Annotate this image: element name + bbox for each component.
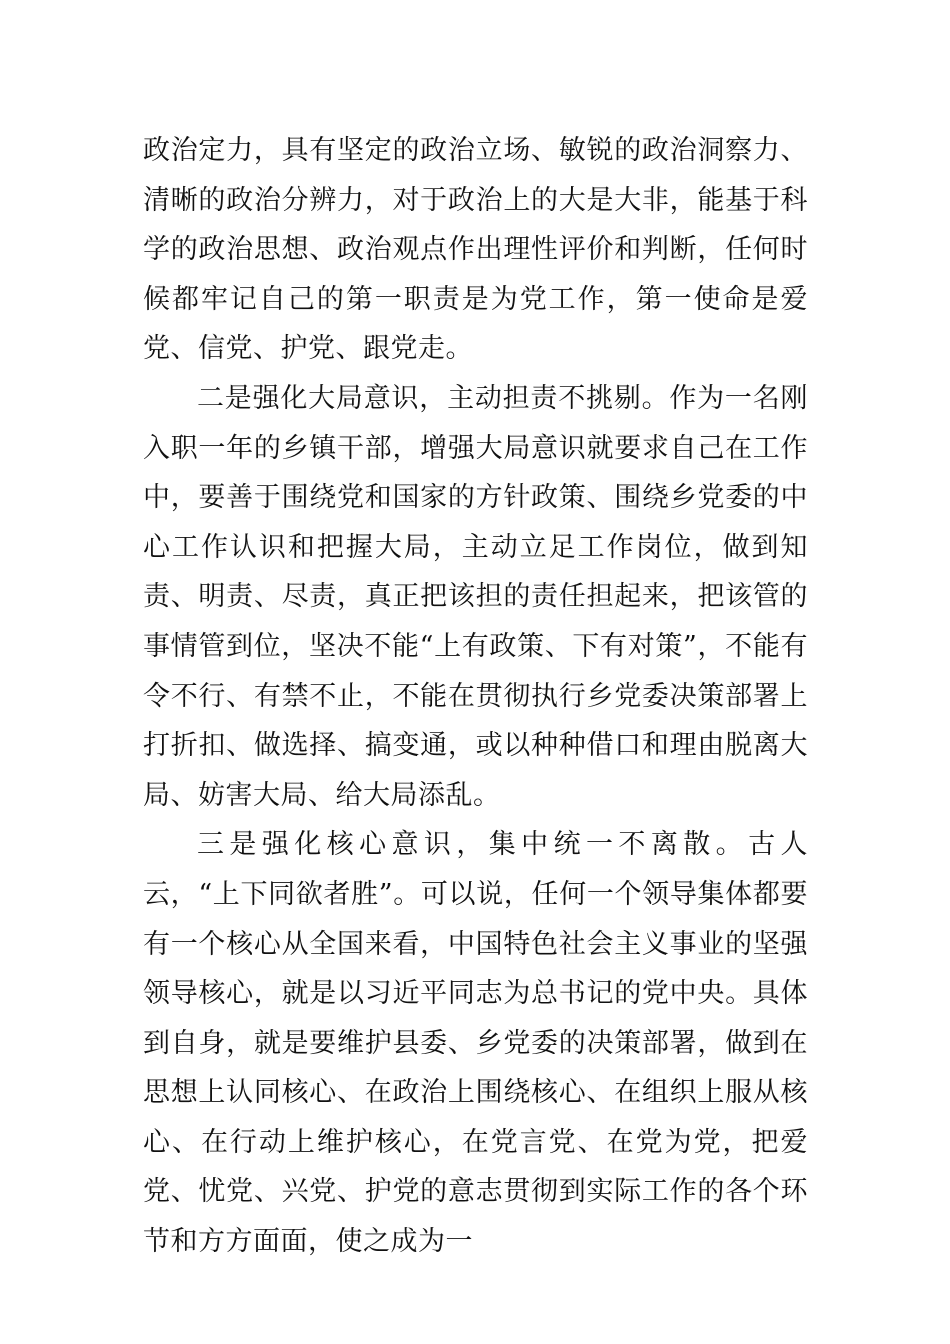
paragraph-political-stance: 政治定力，具有坚定的政治立场、敏锐的政治洞察力、清晰的政治分辨力，对于政治上的大是大非，能基于科学的政治思想、政治观点作出理性评价和判断，任何时候都牢记自己的第一职责是为党工作，第一使命是爱党、信党、护党、跟党走。 <box>143 135 808 365</box>
paragraph-overall-awareness: 二是强化大局意识，主动担责不挑剔。作为一名刚入职一年的乡镇干部，增强大局意识就要求自己在工作中，要善于围绕党和国家的方针政策、围绕乡党委的中心工作认识和把握大局，主动立足工作岗位，做到知责、明责、尽责，真正把该担的责任担起来，把该管的事情管到位，坚决不能“上有政策、下有对策”，不能有令不行、有禁不止，不能在贯彻执行乡党委决策部署上打折扣、做选择、搞变通，或以种种借口和理由脱离大局、妨害大局、给大局添乱。 <box>143 382 808 811</box>
paragraph-core-awareness: 三是强化核心意识，集中统一不离散。古人云，“上下同欲者胜”。可以说，任何一个领导集体都要有一个核心从全国来看，中国特色社会主义事业的坚强领导核心，就是以习近平同志为总书记的党中央。具体到自身，就是要维护县委、乡党委的决策部署，做到在思想上认同核心、在政治上围绕核心、在组织上服从核心、在行动上维护核心，在党言党、在党为党，把爱党、忧党、兴党、护党的意志贯彻到实际工作的各个环节和方方面面，使之成为一 <box>143 829 808 1258</box>
document-body <box>143 126 808 1267</box>
